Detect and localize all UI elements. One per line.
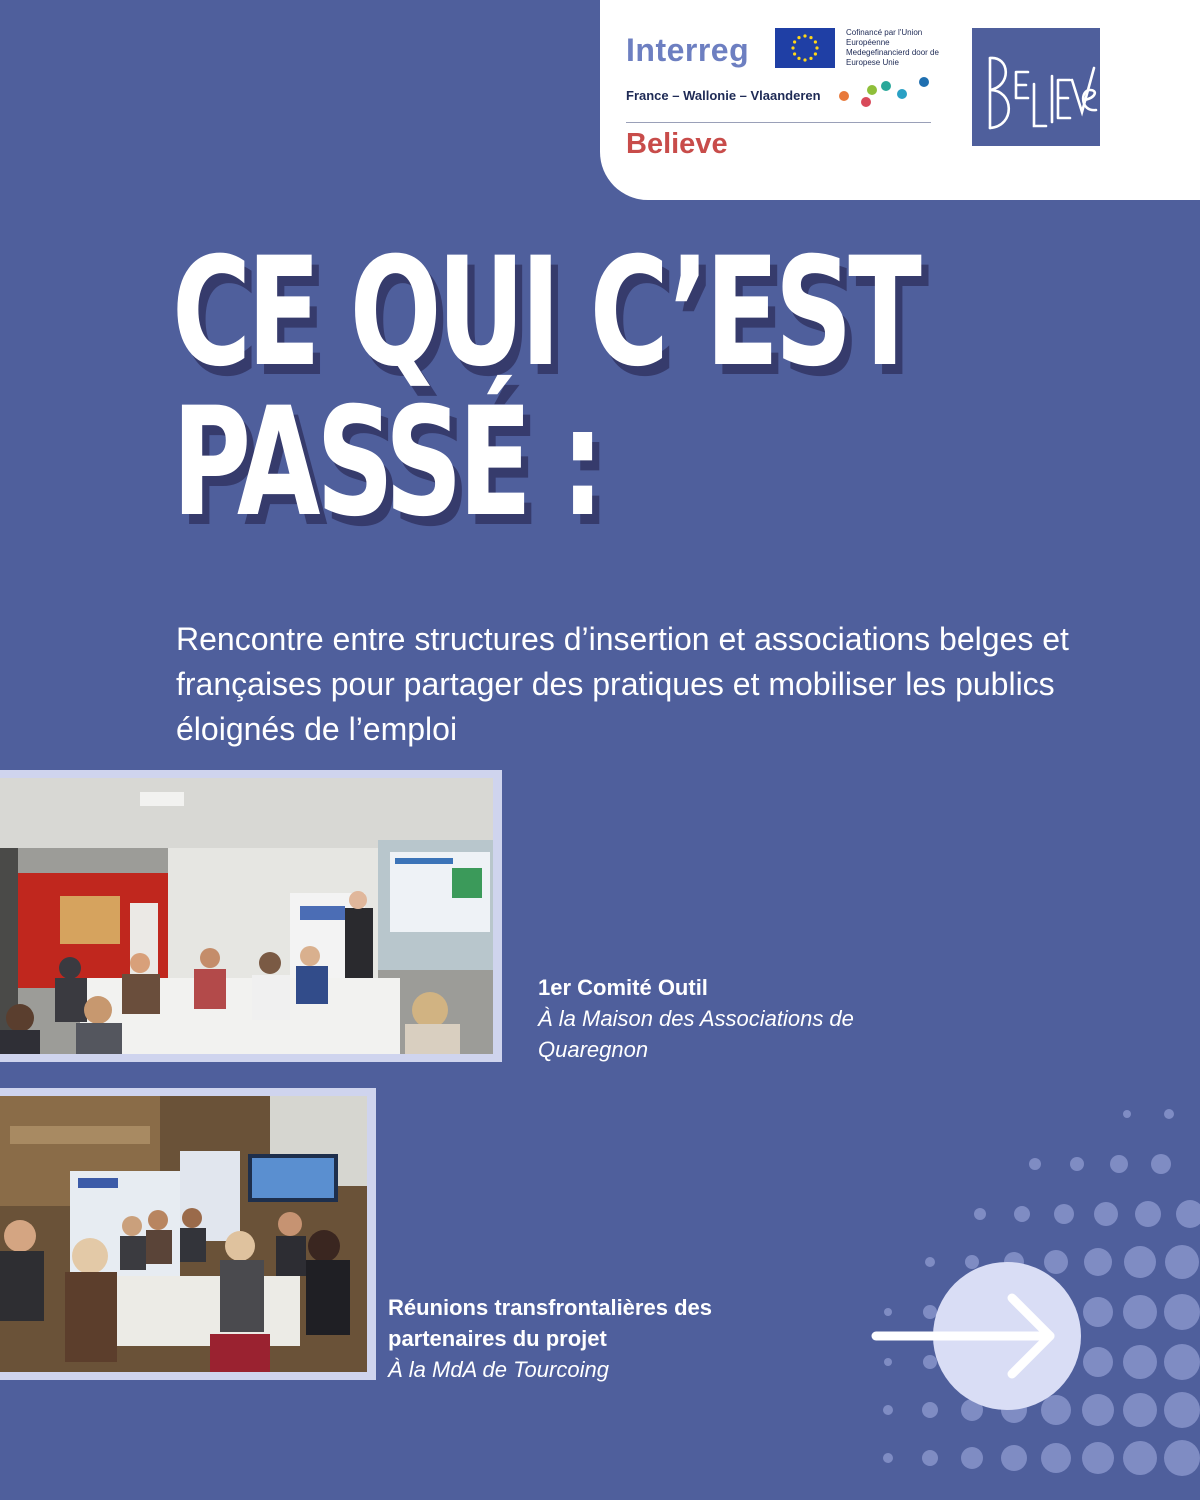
region-text: France – Wallonie – Vlaanderen xyxy=(626,88,821,103)
subtitle-text: Rencontre entre structures d’insertion et associations belges et françaises pour partager des pratiques et mobiliser les publics éloignés de l’emploi xyxy=(176,621,1069,747)
main-title-line1: CE QUI C’EST xyxy=(172,226,918,400)
main-title-line2: PASSÉ : xyxy=(172,376,600,550)
project-name: Believe xyxy=(626,128,728,160)
eu-flag-icon xyxy=(775,28,835,68)
event-caption-1 xyxy=(538,972,938,1065)
logo-divider xyxy=(626,122,931,123)
logo-card xyxy=(600,0,1200,200)
interreg-dots-icon xyxy=(832,72,932,112)
event-2-title: Réunions transfrontalières des partenaires du projet xyxy=(388,1295,712,1351)
eu-cofinancing-text xyxy=(846,28,956,68)
believe-logo-icon xyxy=(972,28,1115,155)
event-1-location: À la Maison des Associations de Quaregnon xyxy=(538,1006,854,1062)
eu-text-fr: Cofinancé par l'Union Européenne xyxy=(846,28,923,47)
main-title xyxy=(172,226,918,550)
arrow-right-icon[interactable] xyxy=(870,1262,1085,1412)
event-2-location: À la MdA de Tourcoing xyxy=(388,1357,609,1382)
event-caption-2 xyxy=(388,1292,828,1385)
interreg-logo-text: Interreg xyxy=(626,32,750,68)
event-photo-2 xyxy=(0,1088,376,1380)
eu-text-nl: Medegefinancierd door de Europese Unie xyxy=(846,48,939,67)
event-1-title: 1er Comité Outil xyxy=(538,975,708,1000)
event-photo-1 xyxy=(0,770,502,1062)
